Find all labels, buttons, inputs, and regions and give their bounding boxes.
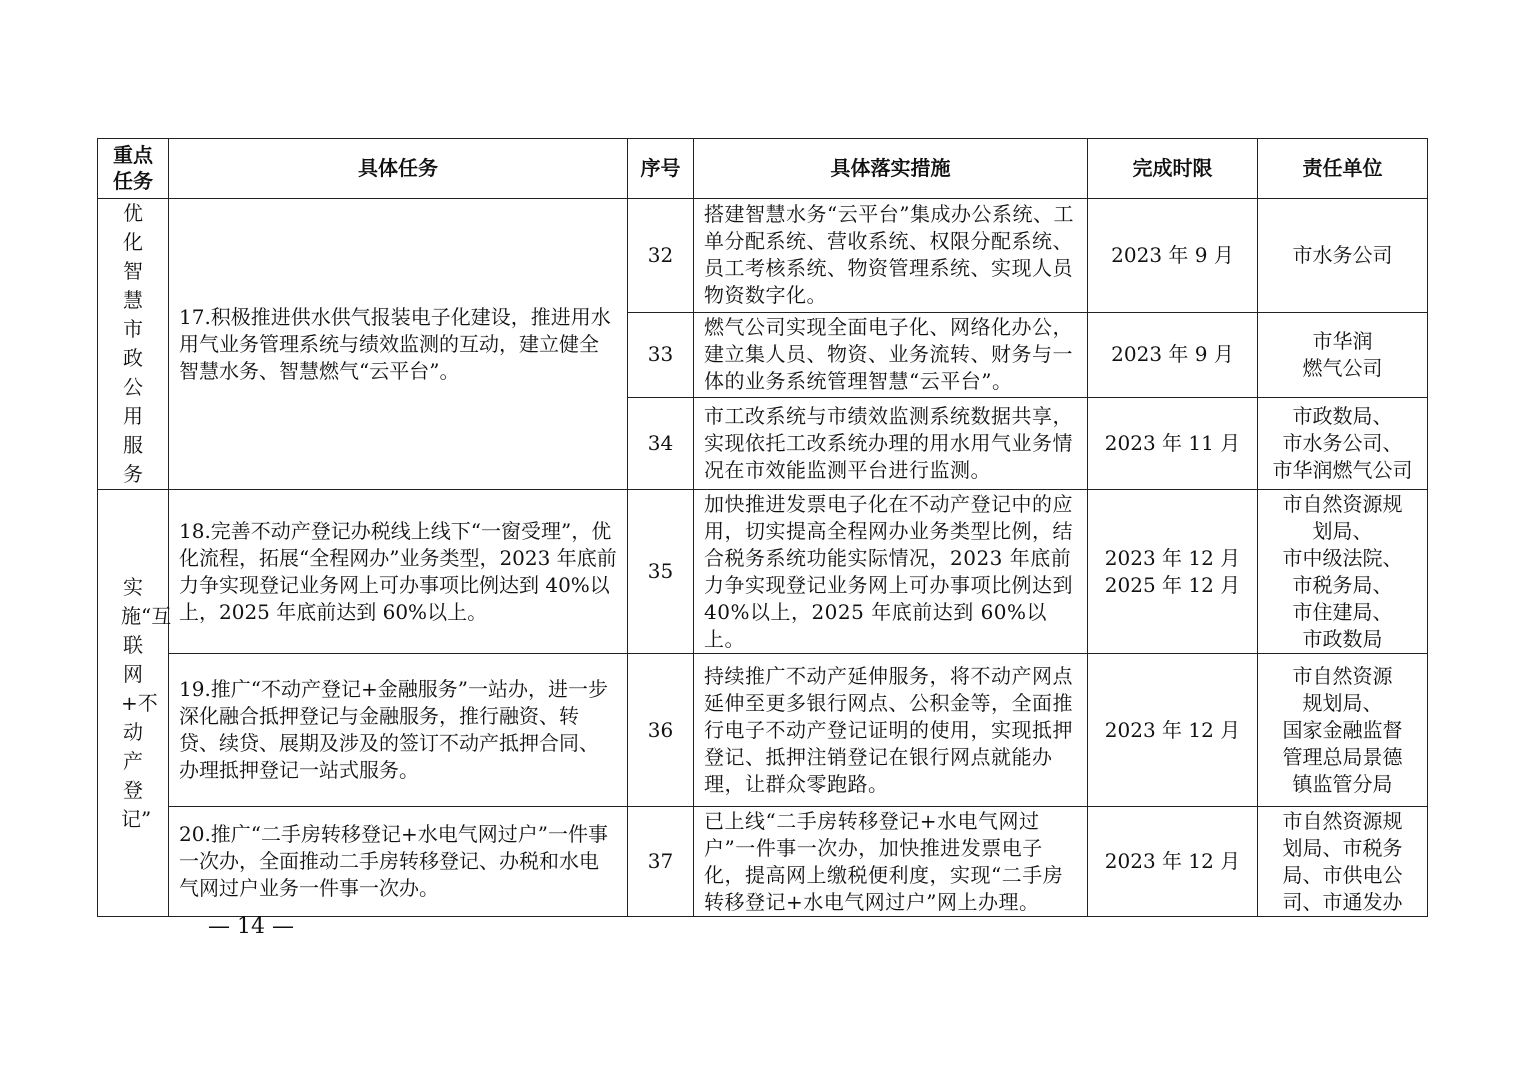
- header-row: [98, 139, 1428, 199]
- measure-cell: 搭建智慧水务“云平台”集成办公系统、工单分配系统、营收系统、权限分配系统、员工考核系统、物资管理系统、实现人员物资数字化。: [694, 199, 1088, 313]
- task-cell: 20.推广“二手房转移登记+水电气网过户”一件事一次办，全面推动二手房转移登记、办税和水电气网过户业务一件事一次办。: [169, 807, 628, 917]
- deadline-cell: 2023 年 11 月: [1088, 398, 1258, 490]
- table-row: [98, 490, 1428, 654]
- seq-cell: 37: [628, 807, 694, 917]
- unit-cell: 市自然资源规 划局、市税务 局、市供电公 司、市通发办: [1258, 807, 1428, 917]
- header-task: 具体任务: [169, 139, 628, 199]
- deadline-cell: 2023 年 12 月 2025 年 12 月: [1088, 490, 1258, 654]
- seq-cell: 36: [628, 654, 694, 807]
- page-number: — 14 —: [208, 914, 294, 939]
- unit-cell: 市自然资源规 划局、 市中级法院、 市税务局、 市住建局、 市政数局: [1258, 490, 1428, 654]
- header-key-task: 重点任务: [98, 139, 169, 199]
- task-cell: 19.推广“不动产登记+金融服务”一站办，进一步深化融合抵押登记与金融服务，推行融资、转贷、续贷、展期及涉及的签订不动产抵押合同、办理抵押登记一站式服务。: [169, 654, 628, 807]
- task-table: [97, 138, 1428, 917]
- seq-cell: 33: [628, 312, 694, 398]
- table-row: [98, 654, 1428, 807]
- header-seq: 序号: [628, 139, 694, 199]
- seq-cell: 32: [628, 199, 694, 313]
- unit-cell: 市自然资源 规划局、 国家金融监督 管理总局景德 镇监管分局: [1258, 654, 1428, 807]
- measure-cell: 加快推进发票电子化在不动产登记中的应用，切实提高全程网办业务类型比例，结合税务系统功能实际情况，2023 年底前力争实现登记业务网上可办事项比例达到 40%以上，2025 年底前达到 60%以上。: [694, 490, 1088, 654]
- key-task-cell: 优化智慧市政公用服务: [98, 199, 169, 490]
- seq-cell: 34: [628, 398, 694, 490]
- table-row: [98, 199, 1428, 313]
- table-row: [98, 807, 1428, 917]
- task-cell: 17.积极推进供水供气报装电子化建设，推进用水用气业务管理系统与绩效监测的互动，建立健全智慧水务、智慧燃气“云平台”。: [169, 199, 628, 490]
- unit-cell: 市政数局、 市水务公司、 市华润燃气公司: [1258, 398, 1428, 490]
- deadline-cell: 2023 年 12 月: [1088, 654, 1258, 807]
- deadline-cell: 2023 年 12 月: [1088, 807, 1258, 917]
- deadline-cell: 2023 年 9 月: [1088, 199, 1258, 313]
- header-measure: 具体落实措施: [694, 139, 1088, 199]
- task-cell: 18.完善不动产登记办税线上线下“一窗受理”，优化流程，拓展“全程网办”业务类型，2023 年底前力争实现登记业务网上可办事项比例达到 40%以上，2025 年底前达到 60%以上。: [169, 490, 628, 654]
- measure-cell: 燃气公司实现全面电子化、网络化办公，建立集人员、物资、业务流转、财务与一体的业务系统管理智慧“云平台”。: [694, 312, 1088, 398]
- key-task-cell: 实施“互联网+不动产登记”: [98, 490, 169, 917]
- unit-cell: 市水务公司: [1258, 199, 1428, 313]
- measure-cell: 已上线“二手房转移登记+水电气网过户”一件事一次办，加快推进发票电子化，提高网上缴税便利度，实现“二手房转移登记+水电气网过户”网上办理。: [694, 807, 1088, 917]
- header-deadline: 完成时限: [1088, 139, 1258, 199]
- measure-cell: 市工改系统与市绩效监测系统数据共享，实现依托工改系统办理的用水用气业务情况在市效能监测平台进行监测。: [694, 398, 1088, 490]
- measure-cell: 持续推广不动产延伸服务，将不动产网点延伸至更多银行网点、公积金等，全面推行电子不动产登记证明的使用，实现抵押登记、抵押注销登记在银行网点就能办理，让群众零跑路。: [694, 654, 1088, 807]
- deadline-cell: 2023 年 9 月: [1088, 312, 1258, 398]
- header-unit: 责任单位: [1258, 139, 1428, 199]
- unit-cell: 市华润 燃气公司: [1258, 312, 1428, 398]
- seq-cell: 35: [628, 490, 694, 654]
